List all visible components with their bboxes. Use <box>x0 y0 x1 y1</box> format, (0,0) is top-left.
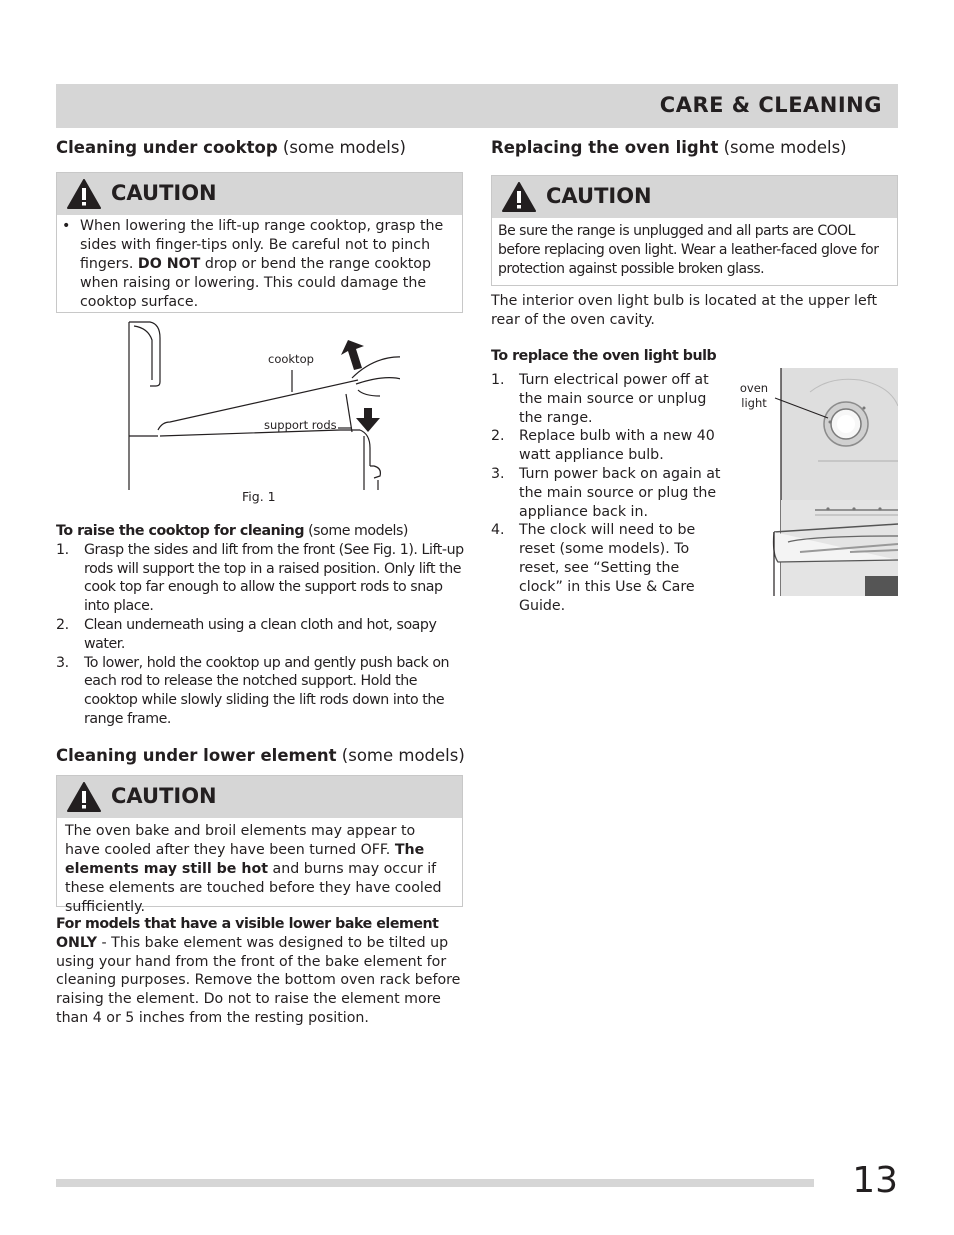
page-number: 13 <box>852 1160 898 1201</box>
caution-text: Be sure the range is unplugged and all parts are COOL before replacing oven light. Wear a leather-faced glove for protection against possible broken glass. <box>498 223 879 277</box>
figure-label-support-rods: support rods <box>264 418 337 432</box>
replace-bulb-steps-container <box>491 371 721 615</box>
oven-light-figure <box>770 366 898 596</box>
warning-icon <box>502 182 536 212</box>
caution-label: CAUTION <box>111 784 217 808</box>
raise-cooktop-steps <box>56 541 466 729</box>
replace-bulb-title: To replace the oven light bulb <box>491 348 717 364</box>
list-item: 4. The clock will need to be reset (some models). To reset, see “Setting the clock” in this Use & Care Guide. <box>491 522 696 614</box>
list-item: 3. Turn power back on again at the main source or plug the appliance back in. <box>491 465 721 520</box>
caution-label: CAUTION <box>111 181 217 205</box>
caution-text: The oven bake and broil elements may appear to have cooled after they have been turned OFF. The elements may still be hot and burns may occur if these elements are touched before they have cooled sufficiently. <box>65 823 442 915</box>
list-item: 2. Replace bulb with a new 40 watt appliance bulb. <box>491 428 715 464</box>
oven-light-intro: The interior oven light bulb is located at the upper left rear of the oven cavity. <box>491 293 878 328</box>
replace-bulb-steps <box>491 371 721 615</box>
caution-text: • When lowering the lift-up range cooktop, grasp the sides with finger-tips only. Be careful not to pinch fingers. DO NOT drop or bend the range cooktop when raising or lowering. This could damage the cooktop surface. <box>62 218 444 310</box>
lower-element-caution-box <box>56 775 463 915</box>
list-item: 2. Clean underneath using a clean cloth and hot, soapy water. <box>56 616 437 652</box>
lower-element-section-title: Cleaning under lower element (some models) <box>56 746 465 765</box>
oven-light-label: oven light <box>739 381 769 410</box>
caution-label: CAUTION <box>546 184 652 208</box>
caution-header <box>492 176 897 218</box>
page-section-title: CARE & CLEANING <box>659 93 882 117</box>
cooktop-section-title: Cleaning under cooktop (some models) <box>56 138 406 157</box>
raise-cooktop-section <box>56 522 466 729</box>
oven-light-section-title: Replacing the oven light (some models) <box>491 138 847 157</box>
arrow-down-icon <box>356 408 380 432</box>
caution-header <box>57 776 462 818</box>
oven-light-caution-box <box>491 175 898 286</box>
figure-label-cooktop: cooktop <box>268 352 314 366</box>
figure-caption: Fig. 1 <box>242 489 276 504</box>
arrow-up-icon <box>341 340 364 370</box>
header-bar <box>56 84 898 128</box>
cooktop-caution-box <box>56 172 463 313</box>
cooktop-figure <box>120 318 400 494</box>
lower-element-instructions: For models that have a visible lower bake element ONLY - This bake element was designed to be tilted up using your hand from the front of the bake element for cleaning purposes. Remove the bottom oven rack before raising the element. Do not to raise the element more than 4 or 5 inches from the resting position. <box>56 916 461 1026</box>
raise-cooktop-title: To raise the cooktop for cleaning (some models) <box>56 523 409 539</box>
list-item: 3. To lower, hold the cooktop up and gently push back on each rod to release the notched support. Hold the cooktop while slowly sliding the lift rods down into the range frame. <box>56 654 450 727</box>
caution-header <box>57 173 462 215</box>
footer-bar <box>56 1179 814 1187</box>
warning-icon <box>67 179 101 209</box>
list-item: 1. Grasp the sides and lift from the front (See Fig. 1). Lift-up rods will support the top in a raised position. Only lift the cook top far enough to allow the support rods to snap into place. <box>56 541 464 615</box>
list-item: 1. Turn electrical power off at the main source or unplug the range. <box>491 372 709 426</box>
warning-icon <box>67 782 101 812</box>
